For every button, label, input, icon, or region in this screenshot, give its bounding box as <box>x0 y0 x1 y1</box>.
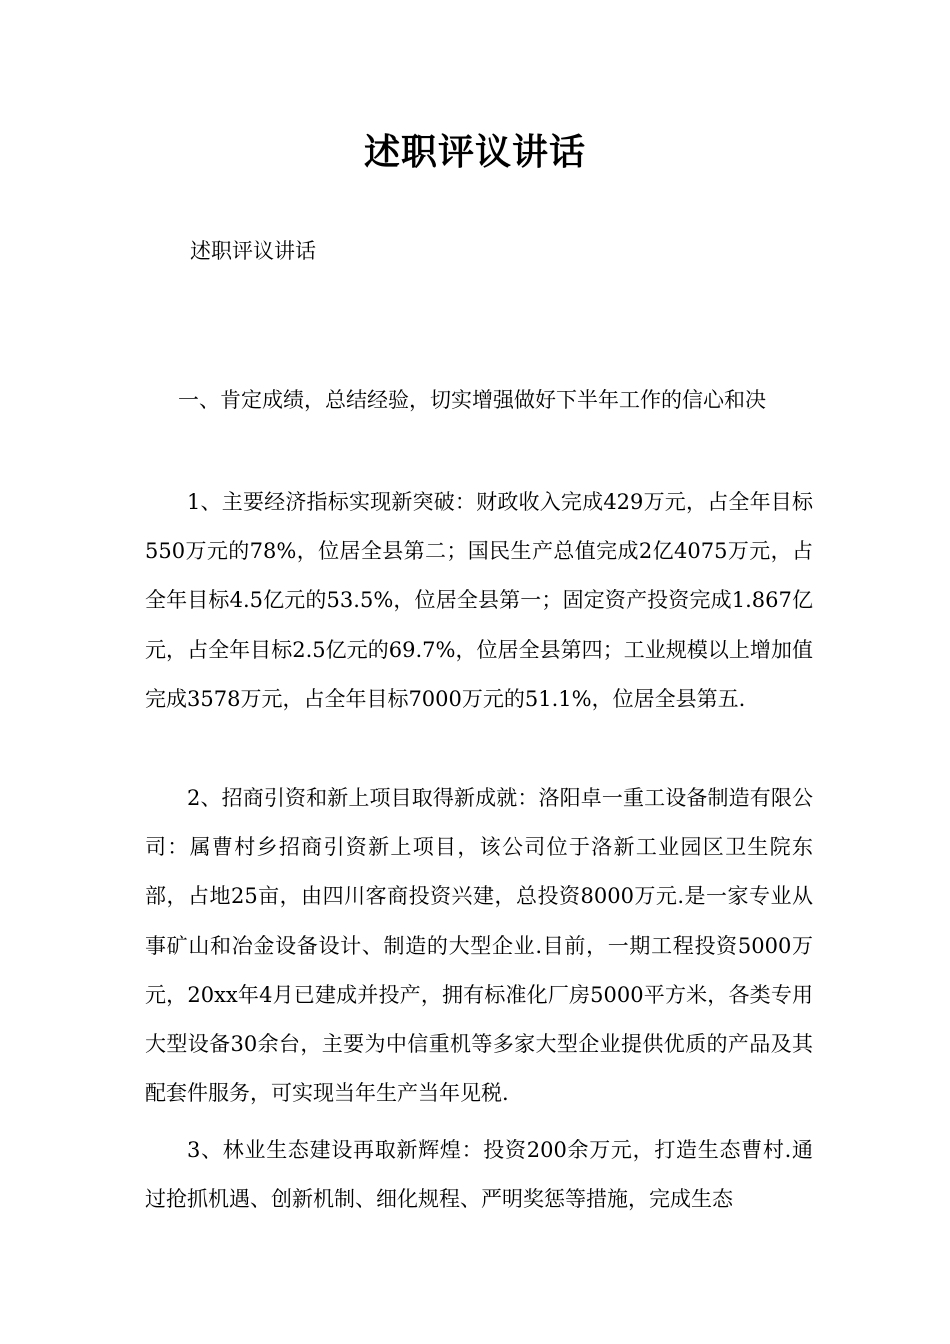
paragraph-block-2 <box>145 774 813 1118</box>
paragraph-block-1 <box>145 478 813 724</box>
body-paragraph: 3、林业生态建设再取新辉煌：投资200余万元，打造生态曹村.通过抢抓机遇、创新机制、细化规程、严明奖惩等措施，完成生态 <box>145 1138 813 1212</box>
body-paragraph: 1、主要经济指标实现新突破：财政收入完成429万元，占全年目标550万元的78%，位居全县第二；国民生产总值完成2亿4075万元，占全年目标4.5亿元的53.5%，位居全县第一；固定资产投资完成1.867亿元，占全年目标2.5亿元的69.7%，位居全县第四；工业规模以上增加值完成3578万元，占全年目标7000万元的51.1%，位居全县第五. <box>145 490 813 711</box>
document-title: 述职评议讲话 <box>363 132 586 173</box>
paragraph-block-3 <box>145 1126 813 1224</box>
section-heading: 一、肯定成绩，总结经验，切实增强做好下半年工作的信心和决 <box>178 388 766 412</box>
document-subtitle: 述职评议讲话 <box>190 239 316 263</box>
body-paragraph: 2、招商引资和新上项目取得新成就：洛阳卓一重工设备制造有限公司：属曹村乡招商引资新上项目，该公司位于洛新工业园区卫生院东部，占地25亩，由四川客商投资兴建，总投资8000万元.是一家专业从事矿山和冶金设备设计、制造的大型企业.目前，一期工程投资5000万元，20xx年4月已建成并投产，拥有标准化厂房5000平方米，各类专用大型设备30余台，主要为中信重机等多家大型企业提供优质的产品及其配套件服务，可实现当年生产当年见税. <box>145 786 813 1106</box>
